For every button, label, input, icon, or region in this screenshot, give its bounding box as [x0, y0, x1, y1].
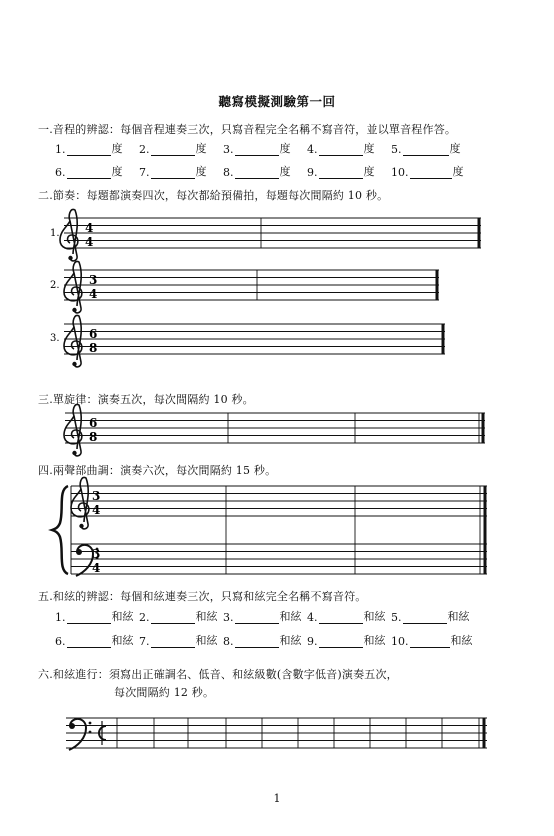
- item-number: 8.: [223, 166, 234, 179]
- item-unit: 度: [195, 165, 207, 178]
- item-number: 4.: [307, 143, 318, 156]
- time-signature-bottom: 4: [85, 235, 94, 249]
- item-number: 9.: [307, 166, 318, 179]
- time-signature-bottom: 4: [92, 503, 101, 517]
- item-unit: 和絃: [195, 634, 218, 647]
- time-signature-top: 4: [85, 221, 94, 235]
- item-unit: 和絃: [450, 634, 473, 647]
- treble-clef-icon: [60, 209, 78, 260]
- treble-staff: [71, 486, 487, 516]
- treble-clef-icon: [71, 477, 89, 528]
- rhythm-staff-1[interactable]: [50, 209, 481, 260]
- answer-blank[interactable]: [410, 636, 450, 648]
- chord-item-8: [223, 632, 307, 648]
- item-number: 8.: [223, 635, 234, 648]
- progression-staff[interactable]: [66, 718, 487, 750]
- answer-blank[interactable]: [319, 612, 363, 624]
- melody-staff[interactable]: [64, 404, 485, 455]
- grand-staff[interactable]: [52, 477, 487, 576]
- chord-item-2: [139, 608, 223, 624]
- treble-clef-icon: [64, 261, 82, 312]
- item-number: 2.: [139, 143, 150, 156]
- bass-staff: [71, 544, 487, 574]
- item-number: 2.: [139, 611, 150, 624]
- time-signature-top: 6: [89, 327, 98, 341]
- answer-blank[interactable]: [403, 612, 447, 624]
- answer-blank[interactable]: [235, 612, 279, 624]
- item-unit: 度: [111, 142, 123, 155]
- item-number: 5.: [391, 143, 402, 156]
- item-unit: 度: [111, 165, 123, 178]
- bass-clef-icon: [69, 719, 91, 750]
- time-signature-bottom: 8: [89, 430, 98, 444]
- item-number: 9.: [307, 635, 318, 648]
- time-signature-bottom: 4: [89, 287, 98, 301]
- item-unit: 和絃: [363, 610, 386, 623]
- time-signature-top: 3: [92, 547, 101, 561]
- item-unit: 度: [279, 142, 291, 155]
- chord-item-7: [139, 632, 223, 648]
- item-unit: 度: [363, 165, 375, 178]
- item-unit: 度: [452, 165, 464, 178]
- answer-blank[interactable]: [319, 636, 363, 648]
- item-number: 1.: [55, 143, 66, 156]
- item-unit: 度: [195, 142, 207, 155]
- item-number: 7.: [139, 635, 150, 648]
- item-unit: 度: [363, 142, 375, 155]
- chord-item-10: [391, 632, 497, 648]
- item-number: 1.: [55, 611, 66, 624]
- staff-number: 2.: [50, 280, 60, 291]
- chord-item-5: [391, 608, 491, 624]
- item-number: 6.: [55, 166, 66, 179]
- item-unit: 和絃: [111, 610, 134, 623]
- chord-item-9: [307, 632, 391, 648]
- item-number: 7.: [139, 166, 150, 179]
- staff-number: 1.: [50, 228, 60, 239]
- item-number: 3.: [223, 611, 234, 624]
- section-1-heading: 一.音程的辨認：每個音程連奏三次，只寫音程完全名稱不寫音符，並以單音程作答。: [38, 123, 457, 136]
- chord-row-2: [55, 632, 497, 648]
- chord-item-1: [55, 608, 139, 624]
- page-number: 1: [273, 792, 281, 805]
- answer-blank[interactable]: [67, 636, 111, 648]
- time-signature-top: 6: [89, 416, 98, 430]
- time-signature-bottom: 8: [89, 341, 98, 355]
- item-number: 4.: [307, 611, 318, 624]
- section-5-heading: 五.和絃的辨認：每個和絃連奏三次，只寫和絃完全名稱不寫音符。: [38, 590, 367, 603]
- answer-blank[interactable]: [235, 636, 279, 648]
- item-unit: 和絃: [111, 634, 134, 647]
- treble-clef-icon: [64, 315, 82, 366]
- answer-blank[interactable]: [67, 612, 111, 624]
- item-unit: 度: [449, 142, 461, 155]
- chord-item-6: [55, 632, 139, 648]
- treble-clef-icon: [64, 404, 82, 455]
- page-title: 聽寫模擬測驗第一回: [218, 94, 336, 109]
- item-number: 5.: [391, 611, 402, 624]
- item-unit: 和絃: [279, 610, 302, 623]
- item-unit: 和絃: [363, 634, 386, 647]
- item-unit: 和絃: [447, 610, 470, 623]
- item-unit: 和絃: [195, 610, 218, 623]
- time-signature-bottom: 4: [92, 561, 101, 575]
- item-number: 10.: [391, 635, 409, 648]
- section-4-heading: 四.兩聲部曲調：演奏六次，每次間隔約 15 秒。: [38, 464, 277, 477]
- section-6-heading-cont: 每次間隔約 12 秒。: [114, 686, 215, 699]
- answer-blank[interactable]: [151, 636, 195, 648]
- item-number: 10.: [391, 166, 409, 179]
- chord-item-3: [223, 608, 307, 624]
- chord-item-4: [307, 608, 391, 624]
- rhythm-staff-3[interactable]: [50, 315, 445, 366]
- section-6-heading: 六.和絃進行：須寫出正確調名、低音、和絃級數(含數字低音)演奏五次，: [38, 668, 398, 681]
- staff-number: 3.: [50, 333, 60, 344]
- answer-blank[interactable]: [151, 612, 195, 624]
- brace-icon: [52, 486, 68, 574]
- chord-row-1: [55, 608, 491, 624]
- time-signature-top: 3: [92, 489, 101, 503]
- item-unit: 度: [279, 165, 291, 178]
- section-3-heading: 三.單旋律：演奏五次，每次間隔約 10 秒。: [38, 393, 254, 406]
- item-number: 3.: [223, 143, 234, 156]
- time-signature-top: 3: [89, 273, 98, 287]
- section-2-heading: 二.節奏：每題都演奏四次，每次都給預備拍，每題每次間隔約 10 秒。: [38, 189, 389, 202]
- rhythm-staff-2[interactable]: [50, 261, 439, 312]
- item-number: 6.: [55, 635, 66, 648]
- item-unit: 和絃: [279, 634, 302, 647]
